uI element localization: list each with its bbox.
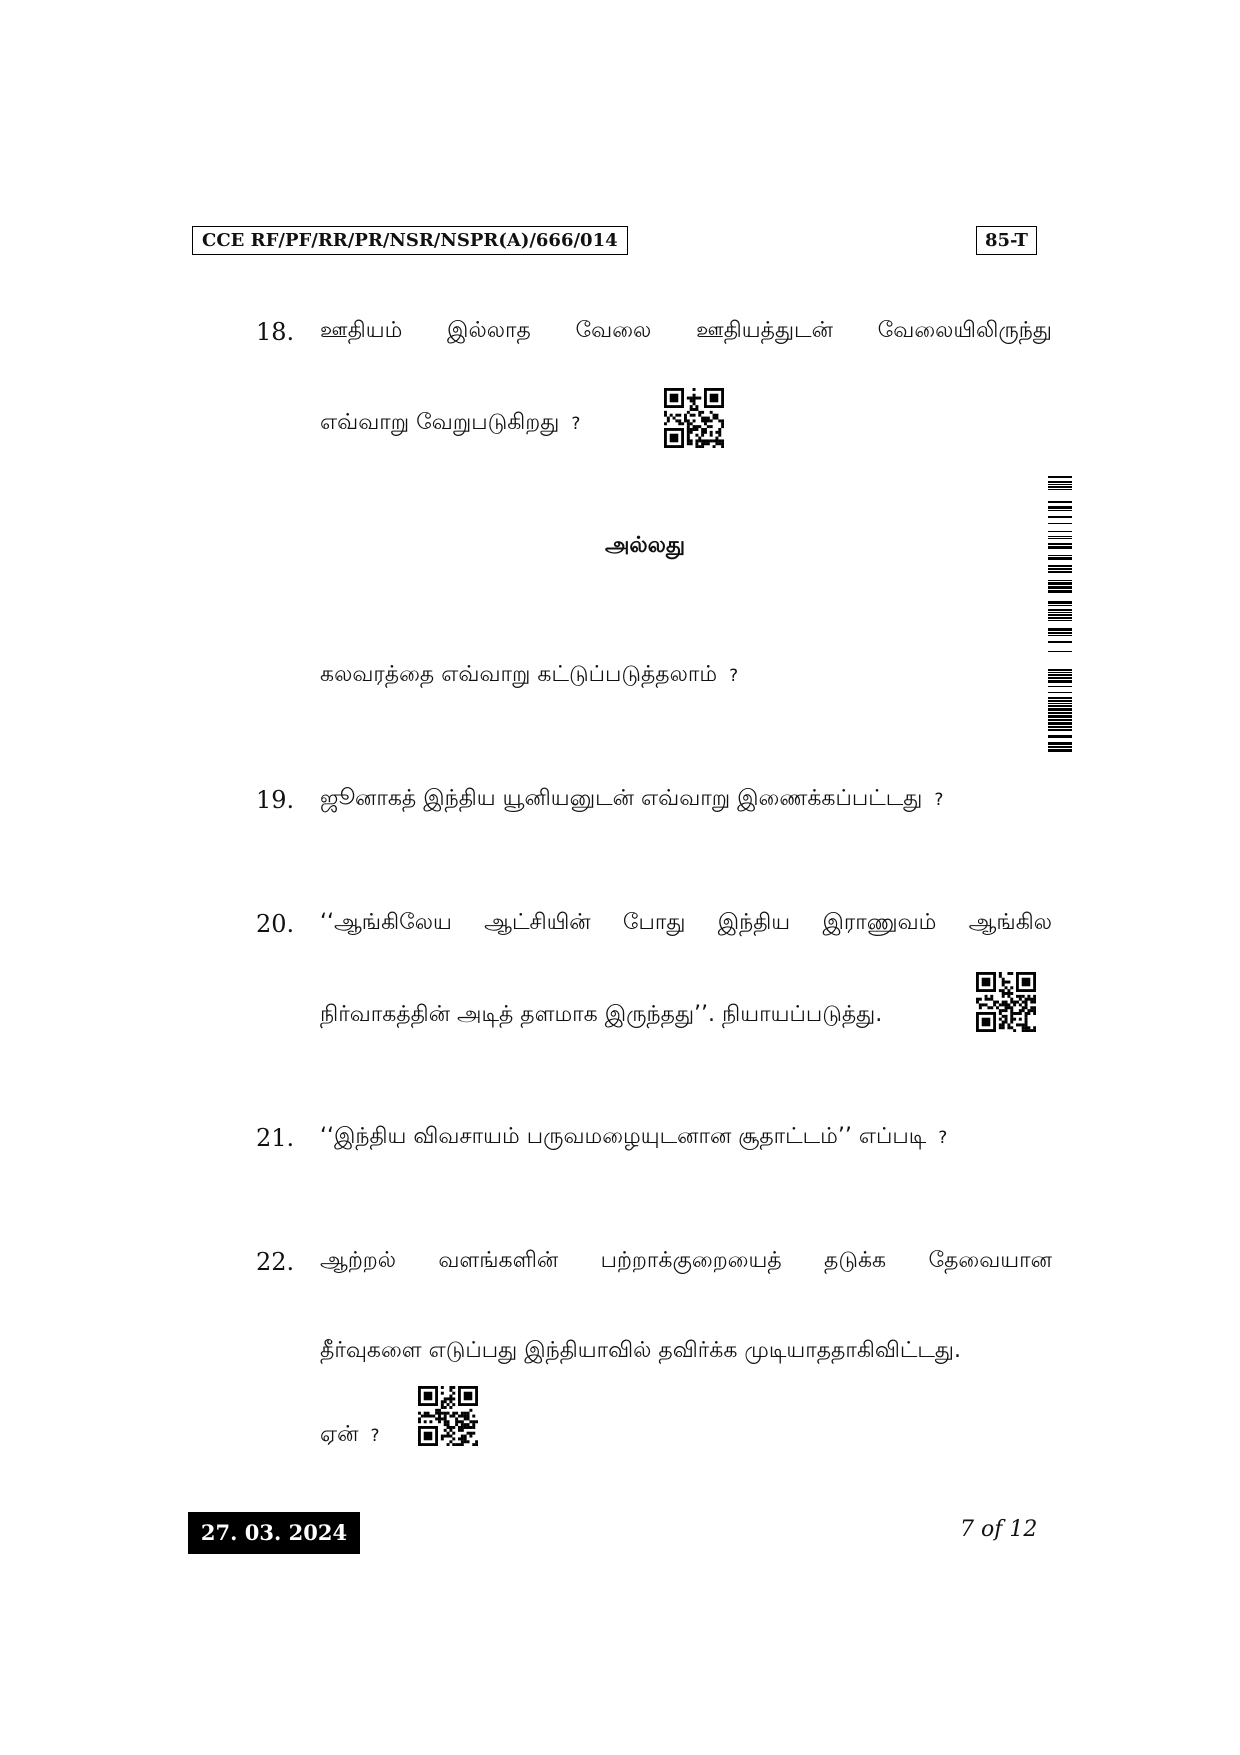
qr-code-icon: [418, 1386, 478, 1446]
barcode-icon: [1048, 476, 1072, 752]
question-22-line-1: [320, 1248, 1052, 1276]
question-20-word: ஆங்கில: [968, 910, 1052, 935]
question-19-line-1: [320, 786, 943, 814]
question-20-word: ஆட்சியின்: [484, 910, 591, 935]
question-mark: ?: [938, 1128, 948, 1148]
question-22-word: தடுக்க: [824, 1248, 887, 1273]
question-21-line-1: [320, 1124, 947, 1152]
question-18-word: இல்லாத: [447, 318, 531, 343]
question-22-text: ஏன்: [320, 1422, 359, 1447]
question-paper-code: CCE RF/PF/RR/PR/NSR/NSPR(A)/666/014: [192, 226, 628, 255]
question-18-alt-text: கலவரத்தை எவ்வாறு கட்டுப்படுத்தலாம்: [320, 662, 718, 687]
question-20-word: இந்திய: [717, 910, 791, 935]
question-21-text: ‘‘இந்திய விவசாயம் பருவமழையுடனான சூதாட்டம்’’ எப்படி: [320, 1124, 927, 1149]
question-mark: ?: [370, 1426, 380, 1446]
question-mark: ?: [571, 414, 581, 434]
qr-code-icon: [976, 972, 1036, 1032]
question-mark: ?: [934, 790, 944, 810]
exam-date: 27. 03. 2024: [188, 1512, 360, 1554]
question-22-line-3: [320, 1422, 380, 1450]
question-22-number: 22.: [256, 1248, 295, 1276]
question-20-word: ‘‘ஆங்கிலேய: [320, 910, 452, 935]
question-22-word: வளங்களின்: [438, 1248, 559, 1273]
question-20-word: போது: [622, 910, 686, 935]
paper-number: 85-T: [976, 226, 1037, 255]
or-heading: அல்லது: [604, 533, 686, 558]
question-20-line-2: நிர்வாகத்தின் அடித் தளமாக இருந்தது’’. நியாயப்படுத்து.: [320, 1002, 883, 1027]
question-19-number: 19.: [256, 786, 295, 814]
question-19-text: ஜூனாகத் இந்திய யூனியனுடன் எவ்வாறு இணைக்கப்பட்டது: [320, 786, 923, 811]
qr-code-icon: [664, 388, 724, 448]
question-18-line-1: [320, 318, 1052, 346]
question-18-number: 18.: [256, 318, 295, 346]
question-mark: ?: [729, 666, 739, 686]
question-22-word: ஆற்றல்: [320, 1248, 397, 1273]
question-20-word: இராணுவம்: [822, 910, 937, 935]
question-20-line-1: [320, 910, 1052, 938]
question-20-number: 20.: [256, 910, 295, 938]
question-22-word: தேவையான: [928, 1248, 1052, 1273]
question-21-number: 21.: [256, 1124, 295, 1152]
question-18-word: ஊதியம்: [320, 318, 403, 343]
question-18-word: வேலையிலிருந்து: [877, 318, 1052, 343]
question-22-word: பற்றாக்குறையைத்: [600, 1248, 782, 1273]
question-18-word: ஊதியத்துடன்: [696, 318, 833, 343]
question-18-line-2: [320, 410, 580, 438]
page-number: 7 of 12: [960, 1517, 1038, 1542]
question-18-text: எவ்வாறு வேறுபடுகிறது: [320, 410, 560, 435]
question-18-word: வேலை: [575, 318, 652, 343]
question-18-alternative: [320, 662, 738, 690]
question-22-line-2: தீர்வுகளை எடுப்பது இந்தியாவில் தவிர்க்க முடியாததாகிவிட்டது.: [320, 1338, 961, 1363]
